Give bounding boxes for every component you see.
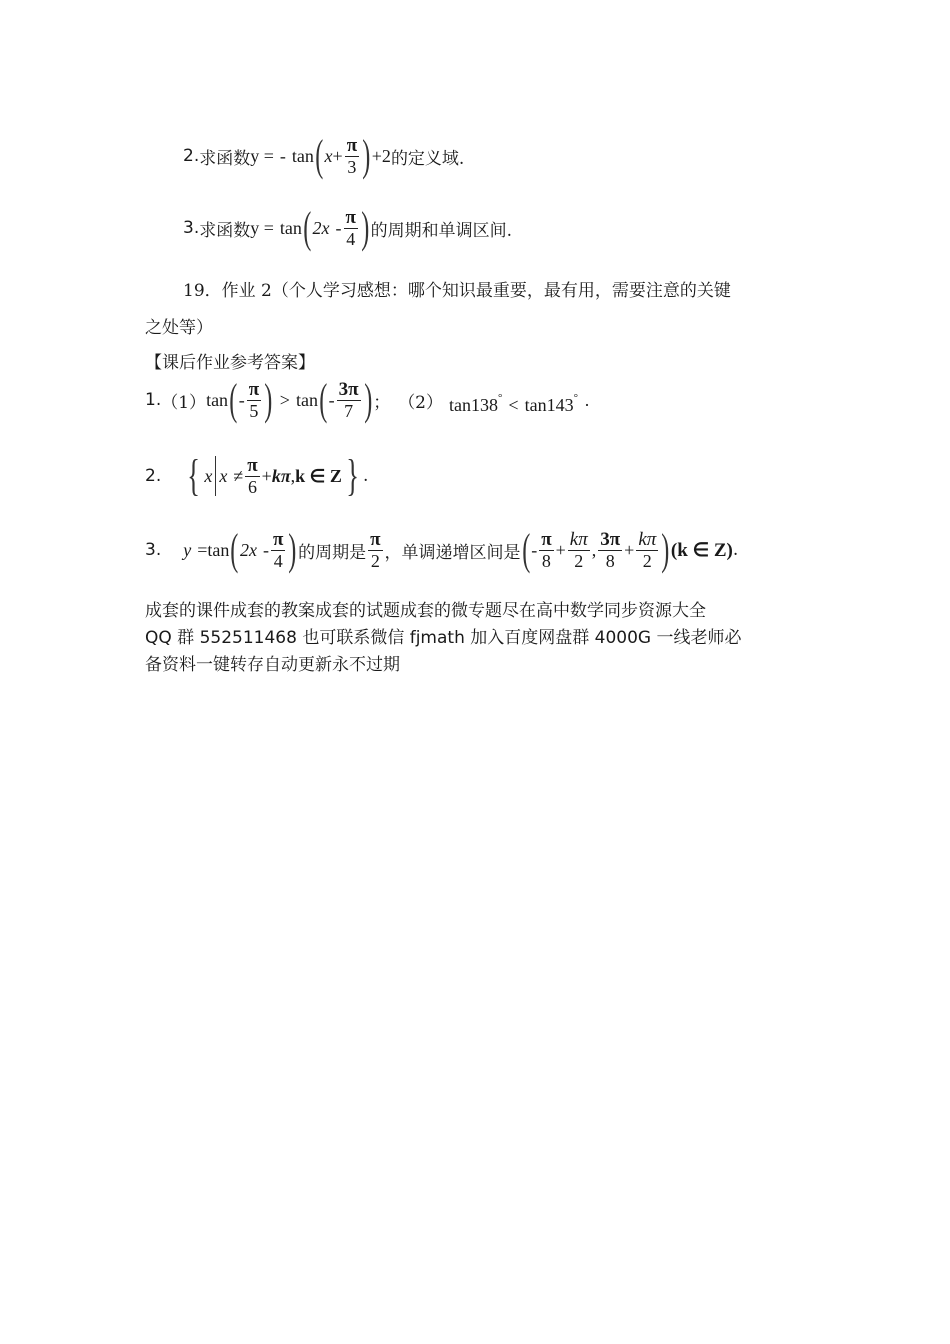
- formula-a3-period: $\frac{\pi}{2}$: [370, 528, 381, 571]
- formula-a3-interval: ( - $\frac{\pi}{8}$ + $\frac{k\pi}{2}$ , $\frac{3\pi}{8}$ + $\frac{k\pi}{2}$ ) (k ∈ Z): [521, 525, 733, 574]
- formula-a3-function: y = tan ( 2x - $\frac{\pi}{4}$ ): [183, 525, 297, 574]
- problem-number: 2.: [183, 146, 200, 166]
- answer-2: 2. { x x ≠ $\frac{\pi}{6}$ + kπ , k ∈ Z } .: [145, 451, 369, 500]
- answer-3: 3. y = tan ( 2x - $\frac{\pi}{4}$ ) 的周期是 $\frac{\pi}{2}$ ，单调递增区间是 ( - $\frac{\pi}{8}$ + $\frac{k\pi}{2}$ , $\frac{3\pi}{8}$ + $\frac{k\pi}{2}$ ) (k ∈ Z) .: [145, 525, 739, 574]
- formula-p2: y = - tan ( x + $\frac{\pi}{3}$ ) +2: [250, 131, 391, 180]
- homework-line-2: 之处等）: [145, 317, 213, 338]
- footer-promo-text: 成套的课件成套的教案成套的试题成套的微专题尽在高中数学同步资源大全 QQ 群 552511468 也可联系微信 fjmath 加入百度网盘群 4000G 一线老师必 备资料一键转存自动更新永不过期: [145, 601, 742, 675]
- answer-text: ，单调递增区间是: [384, 542, 521, 563]
- answer-part-label: （2）: [398, 392, 444, 413]
- answer-number: 1.: [145, 390, 162, 410]
- answer-part-label: （1）: [161, 392, 207, 413]
- answers-heading: 【课后作业参考答案】: [145, 352, 315, 373]
- formula-a1-2: tan138 ° < tan143 ° ·: [449, 392, 590, 415]
- answer-text: 的周期是: [298, 542, 367, 563]
- problem-2: [183, 130, 464, 182]
- answer-number: 3.: [145, 540, 162, 560]
- problem-text: 求函数: [199, 148, 251, 169]
- problem-number: 3.: [183, 218, 200, 238]
- homework-line-1: 19．作业 2（个人学习感想：哪个知识最重要，最有用，需要注意的关键: [183, 280, 731, 301]
- problem-suffix: 的周期和单调区间.: [370, 220, 513, 241]
- problem-text: 求函数: [199, 220, 251, 241]
- formula-p3: y = tan ( 2x - $\frac{\pi}{4}$ ): [250, 203, 370, 252]
- formula-a1-1: tan ( - $\frac{\pi}{5}$ ) > tan ( - $\frac{3\pi}{7}$ ): [206, 375, 372, 424]
- problem-suffix: 的定义域.: [390, 148, 465, 169]
- formula-a2-set: { x x ≠ $\frac{\pi}{6}$ + kπ , k ∈ Z }: [187, 451, 359, 500]
- answer-number: 2.: [145, 466, 162, 486]
- problem-3: [183, 202, 512, 254]
- answer-1: 1. （1） tan ( - $\frac{\pi}{5}$ ) > tan ( - $\frac{3\pi}{7}$ ) ； （2） tan138 ° < tan143 ° ·: [145, 375, 590, 424]
